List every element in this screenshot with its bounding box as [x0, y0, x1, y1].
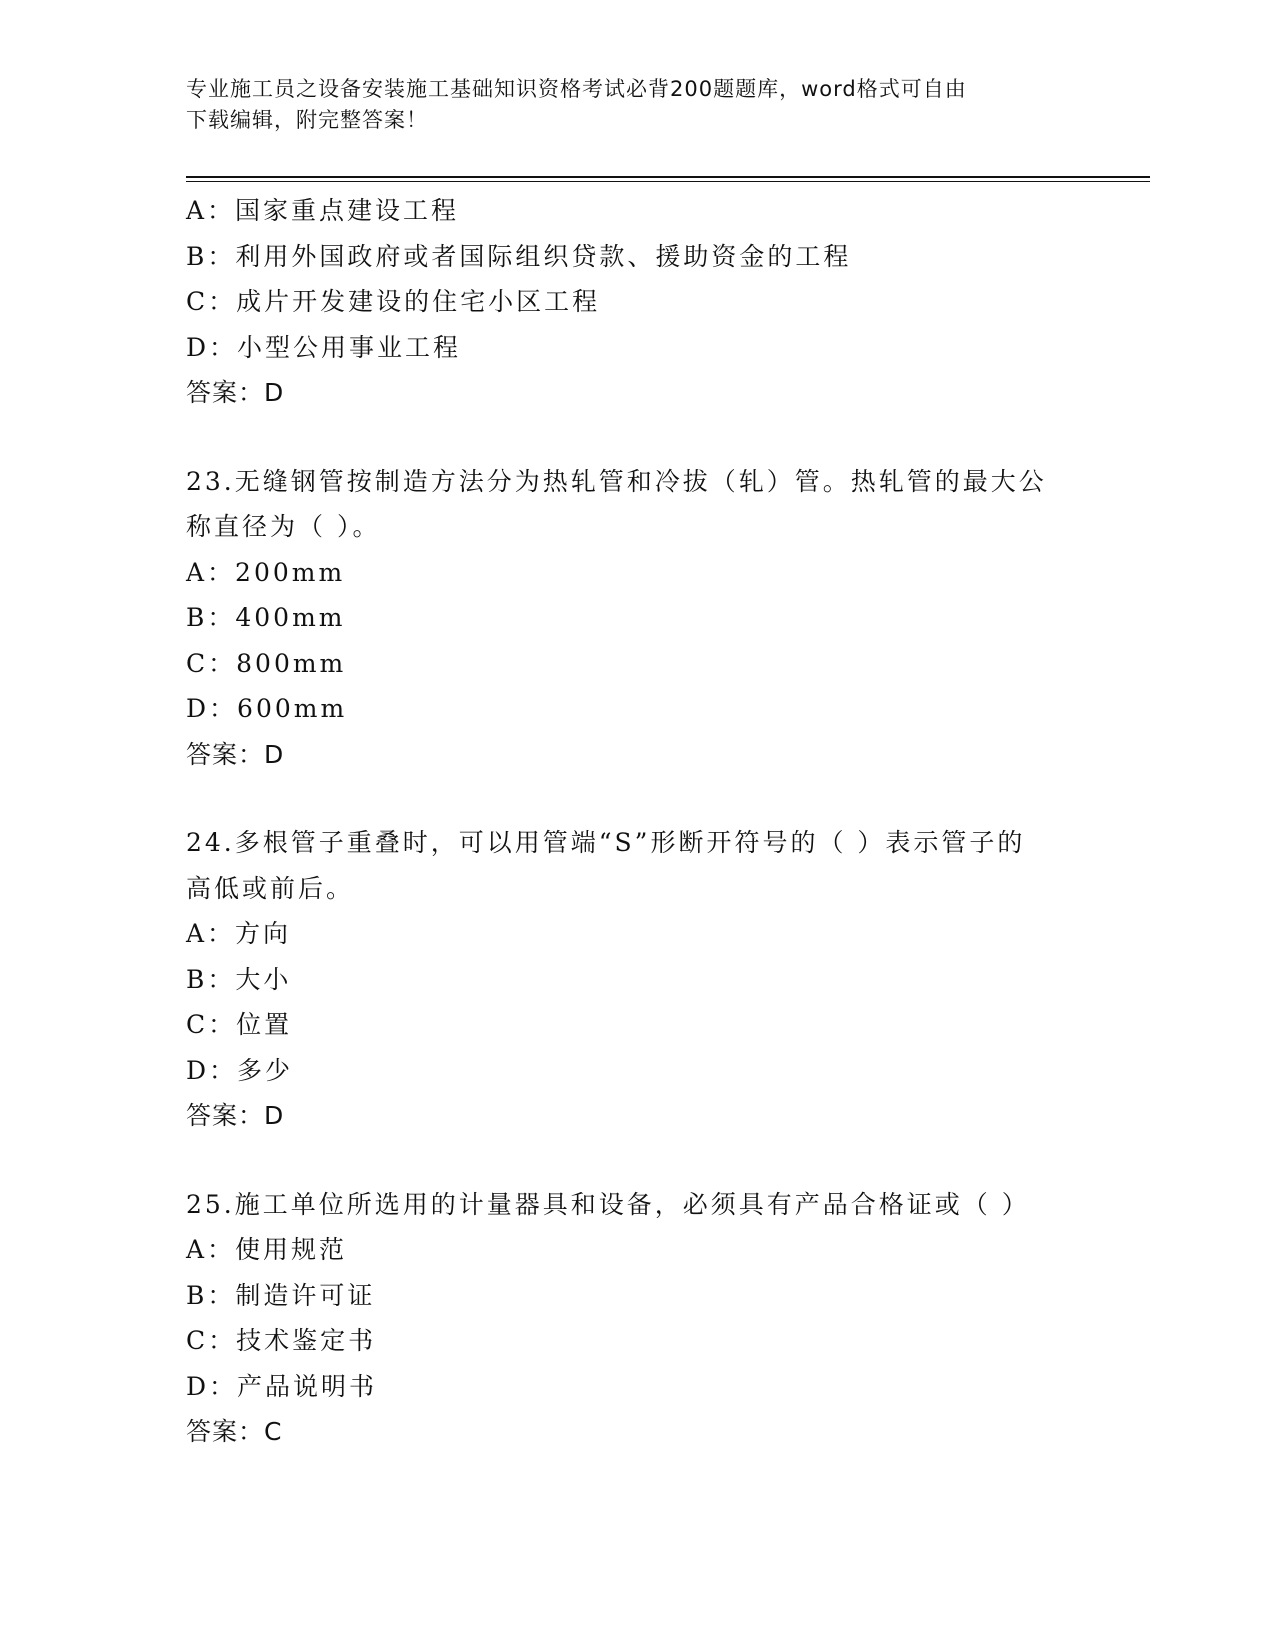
- question-stem-line-2: 高低或前后。: [186, 873, 355, 903]
- header-line-1: 专业施工员之设备安装施工基础知识资格考试必背200题题库，word格式可自由: [186, 77, 967, 101]
- question-spacer: [186, 416, 1086, 459]
- answer-line: 答案：C: [186, 1417, 283, 1446]
- option-c: C：成片开发建设的住宅小区工程: [186, 287, 601, 316]
- question-stem-line-1: 23.无缝钢管按制造方法分为热轧管和冷拔（轧）管。热轧管的最大公: [186, 466, 1047, 496]
- option-c: C：800mm: [186, 648, 347, 678]
- option-b: B：制造许可证: [186, 1280, 376, 1310]
- question-stem-line-2: 称直径为（ ）。: [186, 512, 381, 541]
- question-list: [186, 188, 1086, 1455]
- question-25: [186, 1182, 1086, 1455]
- question-spacer: [186, 777, 1086, 820]
- option-a: A：使用规范: [186, 1235, 348, 1264]
- option-b: B：利用外国政府或者国际组织贷款、援助资金的工程: [186, 241, 852, 271]
- option-a: A：方向: [186, 919, 292, 948]
- question-23: [186, 459, 1086, 778]
- option-a: A：国家重点建设工程: [186, 196, 460, 225]
- option-c: C：技术鉴定书: [186, 1326, 377, 1355]
- answer-line: 答案：D: [186, 739, 285, 769]
- question-stem-line-1: 24.多根管子重叠时，可以用管端“S”形断开符号的（ ）表示管子的: [186, 828, 1026, 857]
- answer-line: 答案：D: [186, 378, 285, 407]
- question-spacer: [186, 1139, 1086, 1182]
- option-d: D：产品说明书: [186, 1371, 378, 1401]
- option-d: D：小型公用事业工程: [186, 332, 462, 362]
- option-b: B：大小: [186, 964, 292, 994]
- option-d: D：600mm: [186, 694, 348, 723]
- option-d: D：多少: [186, 1055, 294, 1085]
- question-stem-line-1: 25.施工单位所选用的计量器具和设备，必须具有产品合格证或（ ）: [186, 1189, 1030, 1219]
- option-b: B：400mm: [186, 603, 346, 632]
- header-line-2: 下载编辑，附完整答案！: [186, 108, 428, 132]
- answer-line: 答案：D: [186, 1101, 285, 1130]
- question-24: [186, 820, 1086, 1139]
- option-a: A：200mm: [186, 557, 346, 587]
- question-22: [186, 188, 1086, 416]
- option-c: C：位置: [186, 1010, 293, 1039]
- header-divider-thick: [186, 176, 1150, 178]
- document-header: [186, 74, 1066, 136]
- header-divider-thin: [186, 181, 1150, 182]
